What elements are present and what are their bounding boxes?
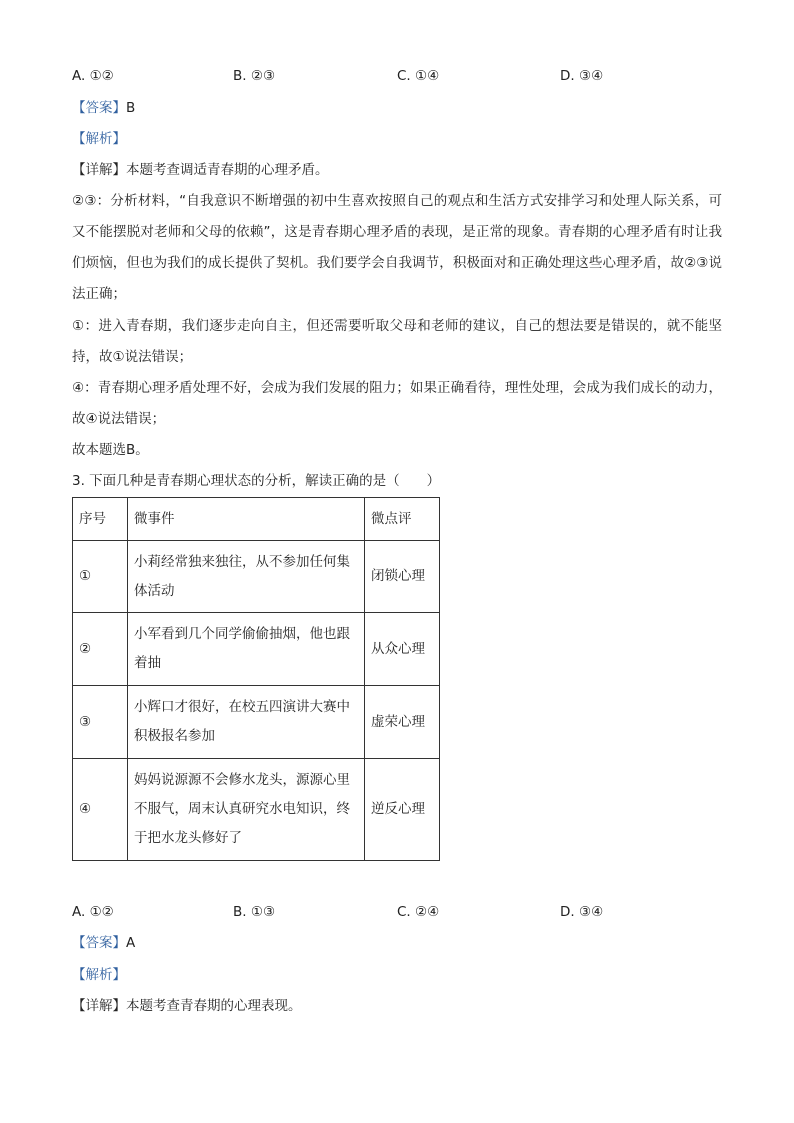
q3-detail — [72, 996, 302, 1016]
q2-para-3: ④：青春期心理矛盾处理不好，会成为我们发展的阻力；如果正确看待，理性处理，会成为我们成长的动力，故④说法错误； — [72, 380, 722, 427]
row-comment: 闭锁心理 — [365, 541, 440, 613]
answer-tag: 【答案】 — [72, 935, 126, 951]
answer-value: B — [126, 100, 136, 116]
row-index: ① — [73, 541, 128, 613]
q2-detail — [72, 160, 329, 180]
row-comment: 虚荣心理 — [365, 686, 440, 759]
row-index: ③ — [73, 686, 128, 759]
detail-intro: 本题考查调适青春期的心理矛盾。 — [126, 162, 329, 178]
header-comment: 微点评 — [365, 498, 440, 541]
answer-value: A — [126, 935, 136, 951]
q3-option-c: C. ②④ — [397, 904, 440, 920]
q3-answer — [72, 933, 135, 953]
table-row — [73, 541, 440, 613]
row-index: ④ — [73, 759, 128, 861]
q2-para-2: ①：进入青春期，我们逐步走向自主，但还需要听取父母和老师的建议，自己的想法要是错误的，就不能坚持，故①说法错误； — [72, 318, 722, 365]
row-event: 小莉经常独来独往，从不参加任何集体活动 — [128, 541, 365, 613]
q2-options — [72, 66, 722, 86]
q3-option-d: D. ③④ — [560, 904, 604, 920]
row-index: ② — [73, 613, 128, 686]
q3-table — [72, 497, 440, 861]
row-comment: 从众心理 — [365, 613, 440, 686]
row-event: 小军看到几个同学偷偷抽烟，他也跟着抽 — [128, 613, 365, 686]
q2-answer — [72, 98, 135, 118]
q3-option-b: B. ①③ — [233, 904, 276, 920]
detail-intro: 本题考查青春期的心理表现。 — [126, 998, 302, 1014]
table-row — [73, 686, 440, 759]
q2-para-1: ②③：分析材料，“自我意识不断增强的初中生喜欢按照自己的观点和生活方式安排学习和处理人际关系，可又不能摆脱对老师和父母的依赖”，这是青春期心理矛盾的表现，是正常的现象。青春期的心理矛盾有时让我们烦恼，但也为我们的成长提供了契机。我们要学会自我调节，积极面对和正确处理这些心理矛盾，故②③说法正确； — [72, 193, 722, 302]
q3-options — [72, 902, 722, 922]
detail-tag: 【详解】 — [72, 998, 126, 1014]
table-header-row — [73, 498, 440, 541]
q2-option-a: A. ①② — [72, 68, 114, 84]
q3-analysis-tag — [72, 965, 126, 985]
table-row — [73, 759, 440, 861]
q2-conclusion: 故本题选B。 — [72, 442, 149, 458]
q2-option-b: B. ②③ — [233, 68, 276, 84]
q2-option-d: D. ③④ — [560, 68, 604, 84]
detail-tag: 【详解】 — [72, 162, 126, 178]
header-event: 微事件 — [128, 498, 365, 541]
q3-option-a: A. ①② — [72, 904, 114, 920]
answer-tag: 【答案】 — [72, 100, 126, 116]
row-event: 妈妈说源源不会修水龙头，源源心里不服气，周末认真研究水电知识，终于把水龙头修好了 — [128, 759, 365, 861]
q2-option-c: C. ①④ — [397, 68, 440, 84]
analysis-tag: 【解析】 — [72, 967, 126, 983]
q2-analysis-tag — [72, 129, 126, 149]
row-event: 小辉口才很好，在校五四演讲大赛中积极报名参加 — [128, 686, 365, 759]
header-index: 序号 — [73, 498, 128, 541]
q3-question: 3. 下面几种是青春期心理状态的分析，解读正确的是（ ） — [72, 473, 441, 489]
analysis-tag: 【解析】 — [72, 131, 126, 147]
table-row — [73, 613, 440, 686]
row-comment: 逆反心理 — [365, 759, 440, 861]
